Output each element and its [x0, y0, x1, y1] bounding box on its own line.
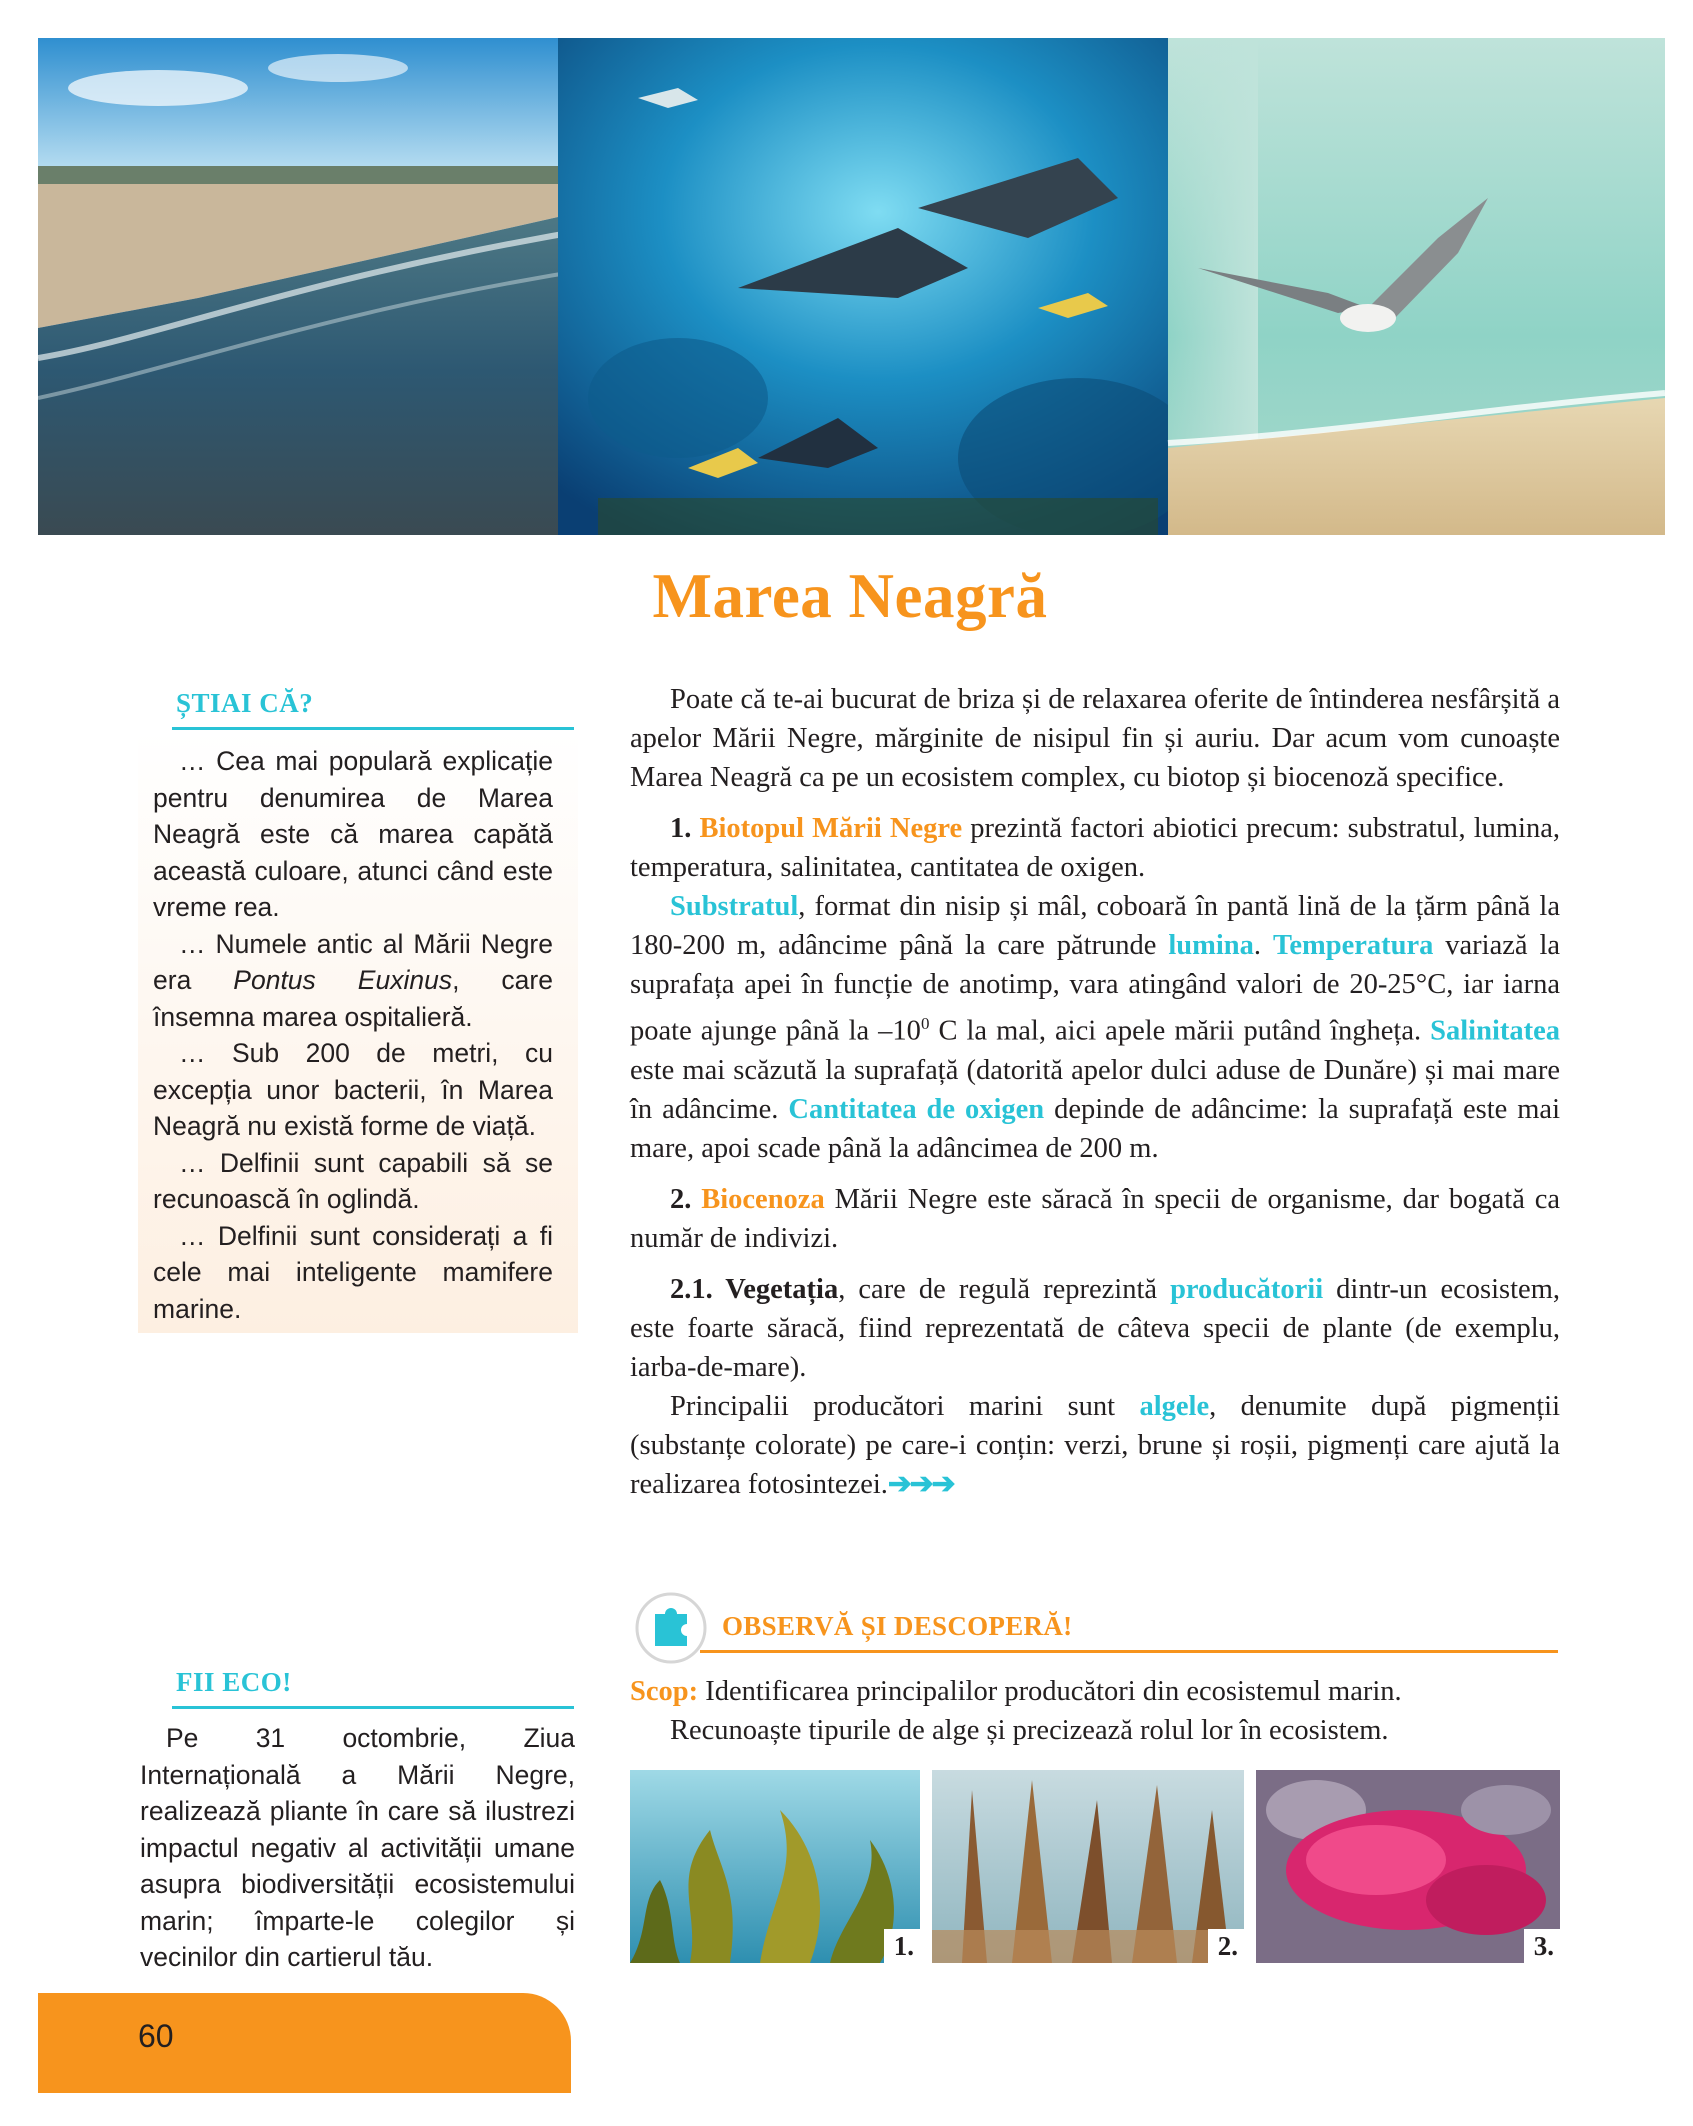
task-text: Recunoaște tipurile de alge și precizează rolul lor în ecosistem.	[670, 1715, 1389, 1746]
did-you-know-heading: ȘTIAI CĂ?	[176, 688, 314, 718]
vegetation-paragraph: 2.1. Vegetația, care de regulă reprezintă producătorii dintr-un ecosistem, este foarte săracă, fiind reprezentată de câteva specii de plante (de exemplu, iarba-de-mare).	[630, 1273, 1560, 1383]
abiotic-factors-paragraph: Substratul, format din nisip și mâl, coboară în pantă lină de la țărm până la 180-200 m, adâncime până la care pătrunde lumina. Temperatura variază la suprafața apei în funcție de anotimp, vara atingând valori de 20-25°C, iar iarna poate ajunge până la $-10^0$ C la mal, aici apele mării putând îngheța. Salinitatea este mai scăzută la suprafață (datorită apelor dulci aduse de Dunăre) și mai mare în adâncime. Cantitatea de oxigen depinde de adâncime: la suprafață este mai mare, apoi scade până la adâncimea de 200 m.	[630, 891, 1561, 1164]
intro-paragraph: Poate că te-ai bucurat de briza și de relaxarea oferite de întinderea nesfârșită a apelor Mării Negre, mărginite de nisipul fin și auriu. Dar acum vom cunoaște Marea Neagră ca pe un ecosistem complex, cu biotop și biocenoză specifice.	[630, 684, 1560, 793]
observe-task	[630, 1672, 1560, 1750]
be-eco-heading: FII ECO!	[176, 1667, 292, 1697]
did-you-know-rule	[172, 727, 574, 730]
did-you-know-facts	[153, 743, 553, 1327]
observe-rule	[700, 1650, 1558, 1653]
hero-banner-image	[38, 38, 1665, 535]
fact-item: … Delfinii sunt considerați a fi cele mai inteligente mamifere marine.	[153, 1220, 553, 1324]
main-text	[630, 680, 1560, 1516]
biocenosis-paragraph: 2. Biocenoza Mării Negre este săracă în specii de organisme, dar bogată ca număr de indivizi.	[630, 1183, 1561, 1254]
page-title: Marea Neagră	[652, 561, 1048, 631]
arrows-icon: ➔➔➔	[887, 1468, 954, 1500]
biotope-paragraph: 1. Biotopul Mării Negre prezintă factori abiotici precum: substratul, lumina, temperatura, salinitatea, cantitatea de oxigen.	[630, 813, 1560, 883]
algae-photo-green	[630, 1770, 920, 1963]
scope-label: Scop:	[630, 1676, 699, 1707]
algae-photo-red	[1256, 1770, 1560, 1963]
page-number: 60	[138, 2018, 174, 2054]
photo-number: 3.	[1524, 1929, 1560, 1963]
scope-text: Identificarea principalilor producători din ecosistemul marin.	[698, 1676, 1402, 1707]
be-eco-rule	[172, 1706, 574, 1709]
photo-number: 1.	[884, 1929, 920, 1963]
footer-bar	[38, 1993, 571, 2093]
fact-item: … Numele antic al Mării Negre era Pontus Euxinus, care însemna marea ospitalieră.	[153, 928, 553, 1032]
algae-photo-brown	[932, 1770, 1244, 1963]
puzzle-icon	[633, 1590, 709, 1666]
photo-number: 2.	[1208, 1929, 1244, 1963]
fact-item: … Sub 200 de metri, cu excepția unor bacterii, în Marea Neagră nu există forme de viață.	[153, 1038, 553, 1141]
observe-heading: OBSERVĂ ȘI DESCOPERĂ!	[722, 1611, 1073, 1641]
be-eco-text: Pe 31 octombrie, Ziua Internațională a Mării Negre, realizează pliante în care să ilustrezi impactul negativ al activității umane asupra biodiversității ecosistemului marin; împarte-le colegilor și vecinilor din cartierul tău.	[140, 1723, 575, 1972]
fact-item: … Cea mai populară explicație pentru denumirea de Marea Neagră este că marea capătă această culoare, atunci când este vreme rea.	[153, 746, 553, 922]
fact-item: … Delfinii sunt capabili să se recunoască în oglindă.	[153, 1147, 553, 1214]
algae-paragraph: Principalii producători marini sunt algele, denumite după pigmenții (substanțe colorate) pe care-i conțin: verzi, brune și roșii, pigmenți care ajută la realizarea fotosintezei.➔➔➔	[630, 1390, 1560, 1500]
